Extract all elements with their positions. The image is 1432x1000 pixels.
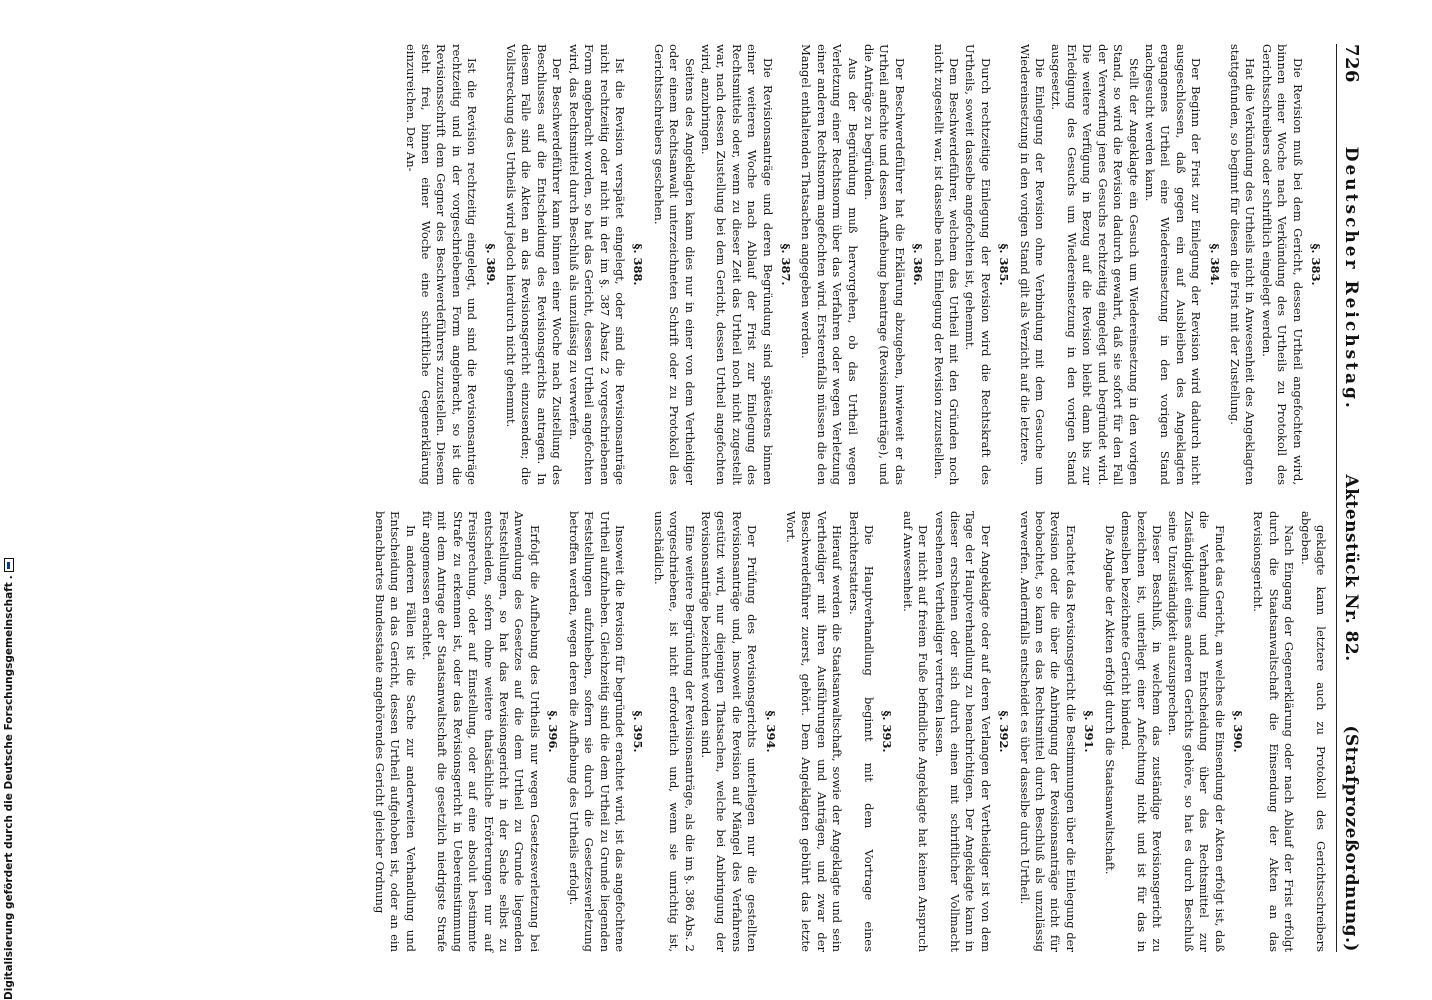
paragraph-text: Insoweit die Revision für begründet erachtet wird, ist das angefochtene Urtheil aufzuheben. Gleichzeitig sind die dem Urtheil zu Grunde liegenden Feststellungen aufzuheben, sofern sie durch die Gesetzesverletzung betroffen werden, wegen deren die Aufhebung des Urtheils erfolgt.	[566, 511, 627, 952]
paragraph-text: Dem Beschwerdeführer, welchem das Urtheil mit den Gründen noch nicht zugestellt war, ist dasselbe nach Einlegung der Revision zuzustellen.	[931, 44, 962, 485]
paragraph-heading: §. 395.	[631, 710, 646, 753]
paragraph-text: Der Beschwerdeführer hat die Erklärung abzugeben, inwieweit er das Urtheil anfechte und dessen Aufhebung beantrage (Revisionsanträge), und die Anträge zu begründen.	[862, 44, 907, 485]
paragraph-text: Nach Eingang der Gegenerklärung oder nach Ablauf der Frist erfolgt durch die Staatsanwaltschaft die Einsendung der Akten an das Revisionsgericht.	[1251, 511, 1297, 952]
paragraph-text: Die Revision muß bei dem Gericht, dessen Urtheil angefochten wird, binnen einer Woche nach Verkündung des Urtheils zu Protokoll des Gerichtsschreibers oder schriftlich eingelegt werden.	[1259, 44, 1305, 485]
paragraph-text: geklagte kann letztere auch zu Protokoll des Gerichtsschreibers abgeben.	[1298, 511, 1328, 952]
paragraph-heading: §. 389.	[483, 243, 498, 286]
paragraph-heading: §. 385.	[997, 243, 1012, 286]
paragraph-text: Der Prüfung des Revisionsgerichts unterliegen nur die gestellten Revisionsanträge und, insoweit die Revision auf Mängel des Verfahrens gestützt wird, nur diejenigen Thatsachen, welche bei Anbringung der Revisionsanträge bezeichnet worden sind.	[698, 511, 760, 952]
paragraph-text: Ist die Revision verspätet eingelegt, oder sind die Revisionsanträge nicht rechtzeitig oder nicht in der im §. 387 Absatz 2 vorgeschriebenen Form angebracht worden, so hat das Gericht, dessen Urtheil angefochten wird, das Rechtsmittel durch Beschluß als unzulässig zu verwerfen.	[566, 44, 627, 485]
document-number: Aktenstück Nr. 82.	[1341, 474, 1361, 662]
paragraph-heading: §. 390.	[1230, 710, 1245, 753]
paragraph-heading: §. 392.	[997, 710, 1012, 753]
paragraph-text: Erfolgt die Aufhebung des Urtheils nur wegen Gesetzesverletzung bei Anwendung des Gesetzes auf die dem Urtheil zu Grunde liegenden Feststellungen, so hat das Revisionsgericht in der Sache selbst zu entscheiden, sofern ohne weitere thatsächliche Erörterungen nur auf Freisprechung, oder auf Einstellung, oder auf eine absolut bestimmte Strafe zu erkennen ist, oder das Revisionsgericht in Uebereinstimmung mit dem Antrage der Staatsanwaltschaft die gesetzlich niedrigste Strafe für angemessen erachtet.	[420, 511, 542, 952]
paragraph-heading: §. 387.	[779, 243, 793, 286]
paragraph-text: Hat die Verkündung des Urtheils nicht in Anwesenheit des Angeklagten stattgefunden, so beginnt für diesen die Frist mit der Zustellung.	[1227, 44, 1258, 485]
dfg-logo-icon	[4, 558, 14, 572]
paragraph-text: Aus der Begründung muß hervorgehen, ob das Urtheil wegen Verletzung einer Rechtsnorm über das Verfahren oder wegen Verletzung einer anderen Rechtsnorm angefochten wird. Ersterenfalls müssen die den Mangel enthaltenden Thatsachen angegeben werden.	[799, 44, 860, 485]
paragraph-text: Durch rechtzeitige Einlegung der Revision wird die Rechtskraft des Urtheils, soweit dasselbe angefochten ist, gehemmt.	[963, 44, 993, 485]
credit-text: Digitalisierung gefördert durch die Deutsche Forschungsgemeinschaft	[3, 582, 15, 1000]
text-columns	[370, 44, 1328, 952]
page-title: Deutscher Reichstag.	[1341, 146, 1361, 411]
paragraph-text: Eine weitere Begründung der Revisionsanträge, als die im §. 386 Abs. 2 vorgeschriebene, ist nicht erforderlich und, wenn sie unrichtig ist, unschädlich.	[651, 511, 697, 952]
paragraph-heading: §. 394.	[763, 710, 778, 753]
paragraph-text: Seitens des Angeklagten kann dies nur in einer von dem Vertheidiger oder einem Rechtsanwalt unterzeichneten Schrift oder zu Protokoll des Gerichtsschreibers geschehen.	[651, 44, 697, 485]
paragraph-text: Die Hauptverhandlung beginnt mit dem Vortrage eines Berichterstatters.	[846, 511, 877, 952]
digitization-credit: Digitalisierung gefördert durch die Deutsche Forschungsgemeinschaft .	[3, 558, 15, 1000]
document-subtitle: (Strafprozeßordnung.)	[1341, 725, 1361, 952]
paragraph-text: Ist die Revision rechtzeitig eingelegt, und sind die Revisionsanträge rechtzeitig und in der vorgeschriebenen Form angebracht, so ist die Revisionsschrift dem Gegner des Beschwerdeführers zuzustellen. Diesem steht frei, binnen einer Woche eine schriftliche Gegenerklärung einzureichen. Der An-	[403, 44, 480, 485]
paragraph-text: Die Abgabe der Akten erfolgt durch die Staatsanwaltschaft.	[1102, 525, 1117, 875]
paragraph-text: In anderen Fällen ist die Sache zur anderweiten Verhandlung und Entscheidung an das Gericht, dessen Urtheil aufgehoben ist, oder an ein benachbartes Bundesstaate angehörendes Gericht gleicher Ordnung	[372, 511, 418, 952]
page-number: 726	[1341, 44, 1362, 84]
text-column-left	[370, 44, 1328, 485]
paragraph-heading: §. 391.	[1082, 710, 1097, 753]
paragraph-heading: §. 384.	[1207, 243, 1222, 286]
paragraph-text: Der Beschwerdeführer kann binnen einer Woche nach Zustellung des Beschlusses auf die Entscheidung des Revisionsgerichts antragen. In diesem Falle sind die Akten an das Revisionsgericht einzusenden; die Vollstreckung des Urtheils wird jedoch hierdurch nicht gehemmt.	[504, 44, 565, 485]
paragraph-text: Der nicht auf freiem Fuße befindliche Angeklagte hat keinen Anspruch auf Anwesenheit.	[900, 511, 931, 952]
page-header	[1336, 44, 1362, 952]
paragraph-heading: §. 393.	[880, 710, 895, 753]
paragraph-text: Die Einlegung der Revision ohne Verbindung mit dem Gesuche um Wiedereinsetzung in den vorigen Stand gilt als Verzicht auf die letztere.	[1017, 44, 1048, 485]
paragraph-text: Findet das Gericht, an welches die Einsendung der Akten erfolgt ist, daß die Verhandlung und Entscheidung über das Rechtsmittel zur Zuständigkeit eines anderen Gerichts gehöre, so hat es durch Beschluß seine Unzuständigkeit auszusprechen.	[1166, 511, 1227, 952]
paragraph-heading: §. 386.	[911, 243, 926, 286]
paragraph-heading: §. 383.	[1309, 243, 1323, 286]
paragraph-text: Hierauf werden die Staatsanwaltschaft, sowie der Angeklagte und sein Vertheidiger mit ihren Ausführungen und Anträgen, und zwar der Beschwerdeführer zuerst, gehört. Dem Angeklagten gebührt das letzte Wort.	[784, 511, 845, 952]
paragraph-text: Stellt der Angeklagte ein Gesuch um Wiedereinsetzung in den vorigen Stand, so wird die Revision dadurch gewahrt, daß sie sofort für den Fall der Verwerfung jenes Gesuchs rechtzeitig eingelegt und begründet wird. Die weitere Verfügung in Bezug auf die Revision bleibt dann bis zur Erledigung des Gesuchs um Wiedereinsetzung in den vorigen Stand ausgesetzt.	[1049, 44, 1141, 485]
text-column-right	[370, 511, 1328, 952]
paragraph-heading: §. 388.	[631, 243, 646, 286]
paragraph-text: Der Angeklagte oder auf deren Verlangen der Vertheidiger ist von dem Tage der Hauptverhandlung zu benachrichtigen. Der Angeklagte kann in dieser erscheinen oder sich durch einen mit schriftlicher Vollmacht versehenen Vertheidiger vertreten lassen.	[932, 511, 993, 952]
paragraph-text: Dieser Beschluß, in welchem das zuständige Revisionsgericht zu bezeichnen ist, unterliegt einer Anfechtung nicht und ist für das in demselben bezeichnete Gericht bindend.	[1119, 511, 1164, 952]
paragraph-text: Erachtet das Revisionsgericht die Bestimmungen über die Einlegung der Revision oder die über die Anbringung der Revisionsanträge nicht für beobachtet, so kann es das Rechtsmittel durch Beschluß als unzulässig verwerfen. Andernfalls entscheidet es über dasselbe durch Urtheil.	[1017, 511, 1078, 952]
paragraph-heading: §. 396.	[546, 710, 561, 753]
paragraph-text: Die Revisionsanträge und deren Begründung sind spätestens binnen einer weiteren Woche nach Ablauf der Frist zur Einlegung des Rechtsmittels oder, wenn zu dieser Zeit das Urtheil noch nicht zugestellt war, nach dessen Zustellung bei dem Gericht, dessen Urtheil angefochten wird, anzubringen.	[698, 44, 775, 485]
paragraph-text: Der Beginn der Frist zur Einlegung der Revision wird dadurch nicht ausgeschlossen, daß gegen ein auf Ausbleiben des Angeklagten ergangenes Urtheil eine Wiedereinsetzung in den vorigen Stand nachgesucht werden kann.	[1142, 44, 1204, 485]
scanned-page	[110, 14, 1380, 974]
